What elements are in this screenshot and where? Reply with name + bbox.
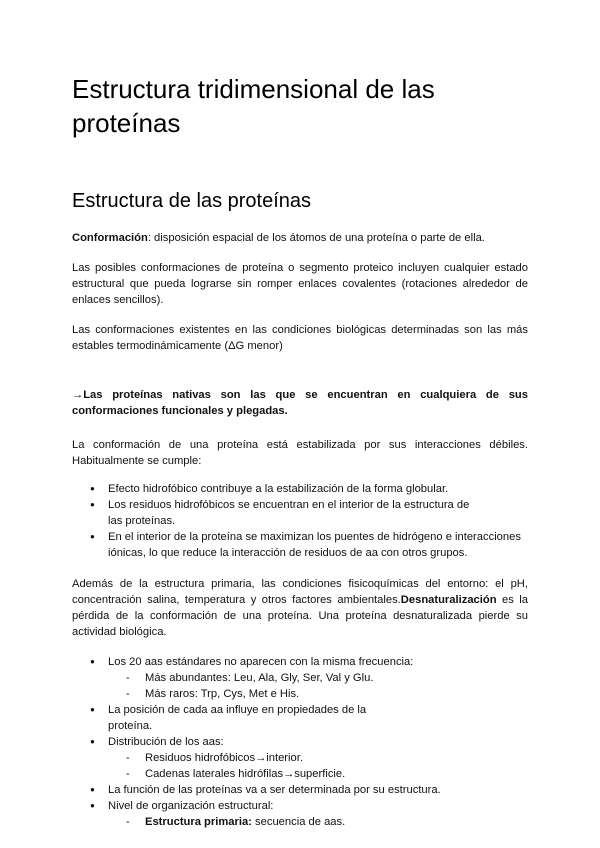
list-item: ● Los residuos hidrofóbicos se encuentran en el interior de la estructura de las proteínas. (90, 497, 486, 529)
sublist-item: - Más abundantes: Leu, Ala, Gly, Ser, Val y Glu. (126, 670, 486, 686)
document-title: Estructura tridimensional de las proteínas (72, 74, 435, 138)
list-aminoacidos (72, 654, 528, 830)
sublist-item: - Cadenas laterales hidrófilas→superficie. (126, 766, 486, 782)
sublist (108, 750, 486, 782)
sublist (108, 670, 486, 702)
paragraph-ademas: Además de la estructura primaria, las condiciones fisicoquímicas del entorno: el pH, concentración salina, temperatura y otros factores ambientales.Desnaturalización es la pérdida de la conformación de una proteína. Una proteína desnaturalizada pierde su actividad biológica. (72, 578, 528, 638)
term-desnaturalizacion: Desnaturalización (400, 594, 497, 606)
list-estabilizacion (72, 481, 528, 561)
paragraph-conformacion: Conformación: disposición espacial de los átomos de una proteína o parte de ella. (72, 232, 485, 244)
sublist-item: - Residuos hidrofóbicos→interior. (126, 750, 486, 766)
list-item: ● Los 20 aas estándares no aparecen con la misma frecuencia: - Más abundantes: Leu, Ala, Gly, Ser, Val y Glu. - Más raros: Trp, Cys, Met e His. (90, 654, 486, 702)
section-title: Estructura de las proteínas (72, 190, 312, 212)
paragraph-existentes: Las conformaciones existentes en las condiciones biológicas determinadas son las más estables termodinámicamente (ΔG menor) (72, 324, 528, 352)
list-item: ● En el interior de la proteína se maximizan los puentes de hidrógeno e interacciones iónicas, lo que reduce la interacción de residuos de aa con otros grupos. (90, 529, 528, 561)
list-item: ● Nivel de organización estructural: - Estructura primaria: secuencia de aas. (90, 798, 486, 830)
sublist (108, 814, 486, 830)
sublist-item: - Más raros: Trp, Cys, Met e His. (126, 686, 486, 702)
sublist-item: - Estructura primaria: secuencia de aas. (126, 814, 486, 830)
callout-proteinas-nativas: →Las proteínas nativas son las que se encuentran en cualquiera de sus conformaciones funcionales y plegadas. (72, 389, 528, 417)
list-item: ● La función de las proteínas va a ser determinada por su estructura. (90, 782, 486, 798)
list-item: ● Efecto hidrofóbico contribuye a la estabilización de la forma globular. (90, 481, 486, 497)
paragraph-estabilizada: La conformación de una proteína está estabilizada por sus interacciones débiles. Habitualmente se cumple: (72, 439, 528, 467)
list-item: ● Distribución de los aas: - Residuos hidrofóbicos→interior. - Cadenas laterales hidrófilas→superficie. (90, 734, 486, 782)
list-item: ● La posición de cada aa influye en propiedades de la proteína. (90, 702, 378, 734)
paragraph-posibles: Las posibles conformaciones de proteína o segmento proteico incluyen cualquier estado estructural que pueda lograrse sin romper enlaces covalentes (rotaciones alrededor de enlaces sencillos). (72, 262, 528, 306)
term-conformacion: Conformación (72, 232, 148, 244)
